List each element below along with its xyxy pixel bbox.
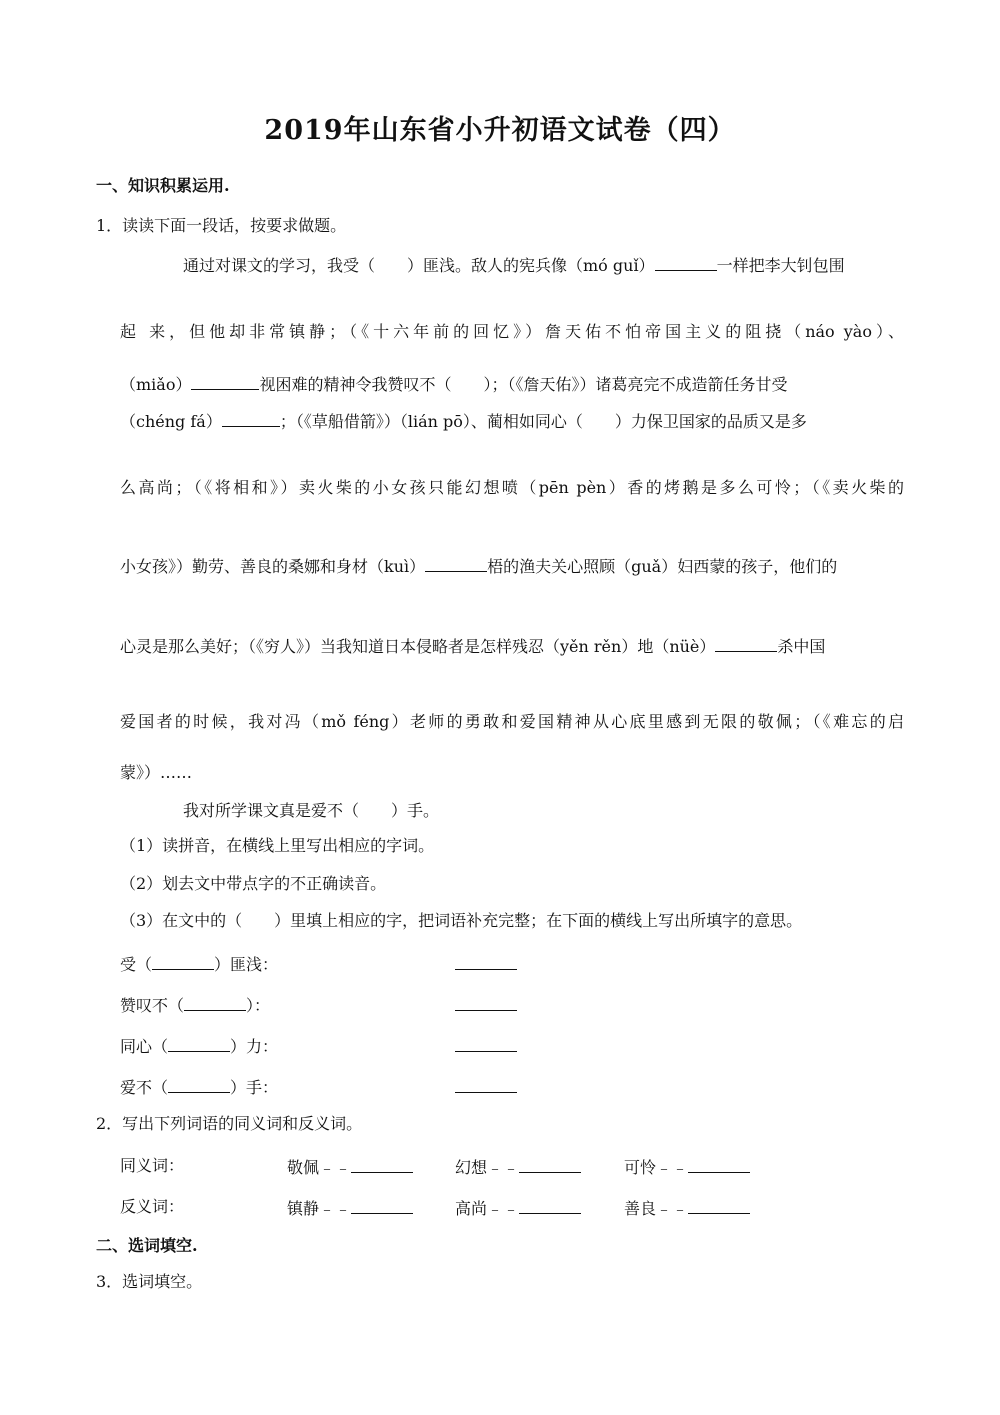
answer-blank[interactable] (688, 1199, 750, 1214)
answer-blank[interactable] (184, 996, 246, 1011)
question-3-prompt: 3．选词填空。 (96, 1272, 203, 1291)
answer-blank[interactable] (688, 1158, 750, 1173)
meaning-blank[interactable] (455, 1092, 517, 1093)
answer-blank[interactable] (191, 375, 259, 390)
page-title: 2019年山东省小升初语文试卷（四） (264, 115, 736, 146)
answer-blank[interactable] (425, 557, 487, 572)
sub-question-1: （1）读拼音，在横线上里写出相应的字词。 (120, 836, 435, 855)
synonym-label: 同义词： (120, 1156, 185, 1175)
passage-line-5: 么高尚；（《将相和》）卖火柴的小女孩只能幻想喷（pēn pèn）香的烤鹅是多么可怜；（《卖火柴的 (120, 478, 904, 497)
passage-line-1: 通过对课文的学习，我受（ ）匪浅。敌人的宪兵像（mó guǐ） 一样把李大钊包围 (183, 256, 845, 275)
answer-blank[interactable] (168, 1037, 230, 1052)
answer-blank[interactable] (351, 1158, 413, 1173)
passage-line-2: 起 来，但他却非常镇静；（《十六年前的回忆》）詹天佑不怕帝国主义的阻挠（náo yào）、 (120, 322, 904, 341)
synonym-item: 敬佩﹣﹣ (287, 1158, 413, 1176)
fill-item-3: 同心（ ）力： (120, 1037, 279, 1056)
answer-blank[interactable] (715, 637, 777, 652)
passage-line-8: 爱国者的时候，我对冯（mǒ féng）老师的勇敢和爱国精神从心底里感到无限的敬佩；（《难忘的启 (120, 712, 904, 731)
answer-blank[interactable] (152, 955, 214, 970)
answer-blank[interactable] (655, 256, 717, 271)
fill-item-4: 爱不（ ）手： (120, 1078, 279, 1097)
answer-blank[interactable] (519, 1158, 581, 1173)
question-2-prompt: 2．写出下列词语的同义词和反义词。 (96, 1114, 363, 1133)
synonym-item: 幻想﹣﹣ (455, 1158, 581, 1176)
antonym-item: 镇静﹣﹣ (287, 1199, 413, 1217)
synonym-item: 可怜﹣﹣ (624, 1158, 750, 1176)
answer-blank[interactable] (168, 1078, 230, 1093)
question-1-prompt: 1．读读下面一段话，按要求做题。 (96, 216, 347, 235)
antonym-label: 反义词： (120, 1197, 185, 1216)
antonym-item: 善良﹣﹣ (624, 1199, 750, 1217)
sub-question-2: （2）划去文中带点字的不正确读音。 (120, 874, 387, 893)
section-heading-2: 二、选词填空. (96, 1236, 198, 1255)
passage-line-9: 蒙》）…… (120, 763, 193, 782)
answer-blank[interactable] (222, 412, 280, 427)
meaning-blank[interactable] (455, 969, 517, 970)
meaning-blank[interactable] (455, 1051, 517, 1052)
passage-line-7: 心灵是那么美好；（《穷人》）当我知道日本侵略者是怎样残忍（yěn rěn）地（nüè） 杀中国 (120, 637, 826, 656)
meaning-blank[interactable] (455, 1010, 517, 1011)
answer-blank[interactable] (351, 1199, 413, 1214)
fill-item-1: 受（ ）匪浅： (120, 955, 279, 974)
antonym-item: 高尚﹣﹣ (455, 1199, 581, 1217)
passage-line-6: 小女孩》）勤劳、善良的桑娜和身材（kuì） 梧的渔夫关心照顾（guǎ）妇西蒙的孩子，他们的 (120, 557, 838, 576)
fill-item-2: 赞叹不（ ）： (120, 996, 271, 1015)
section-heading-1: 一、知识积累运用. (96, 176, 230, 195)
passage-line-3: （miǎo） 视困难的精神令我赞叹不（ ）；（《詹天佑》）诸葛亮完不成造箭任务甘受 (120, 375, 788, 394)
passage-line-10: 我对所学课文真是爱不（ ）手。 (183, 801, 440, 820)
sub-question-3: （3）在文中的（ ）里填上相应的字，把词语补充完整；在下面的横线上写出所填字的意思。 (120, 911, 803, 930)
passage-line-4: （chéng fá） ；（《草船借箭》）（lián pō）、蔺相如同心（ ）力保卫国家的品质又是多 (120, 412, 807, 431)
answer-blank[interactable] (519, 1199, 581, 1214)
